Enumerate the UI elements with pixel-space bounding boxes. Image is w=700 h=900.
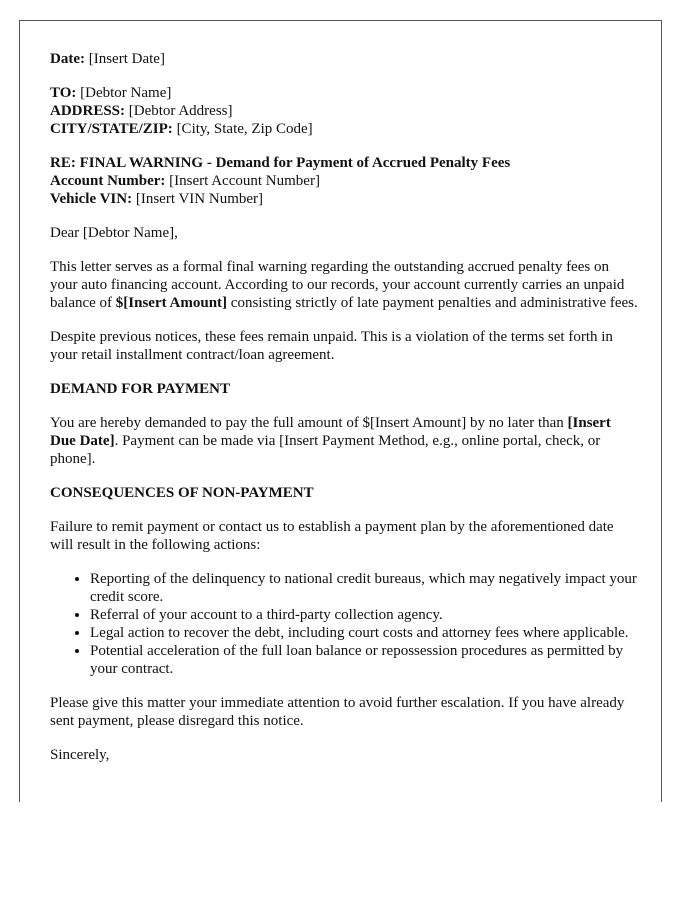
city-state-zip-value: [City, State, Zip Code] xyxy=(176,121,313,137)
consequences-intro: Failure to remit payment or contact us to establish a payment plan by the aforementioned date will result in the following actions: xyxy=(50,519,614,553)
account-number-line xyxy=(50,172,640,190)
to-line xyxy=(50,84,640,102)
letter-page xyxy=(19,20,662,802)
list-item: • Reporting of the delinquency to national credit bureaus, which may negatively impact your credit score. xyxy=(90,570,640,606)
demand-paragraph xyxy=(50,414,640,468)
intro-paragraph xyxy=(50,258,640,312)
to-label: TO: xyxy=(50,85,77,101)
vehicle-vin-value: [Insert VIN Number] xyxy=(135,191,264,207)
to-value: [Debtor Name] xyxy=(80,85,172,101)
city-state-zip-line xyxy=(50,120,640,138)
unpaid-amount: $[Insert Amount] xyxy=(115,295,228,311)
date-line xyxy=(50,50,640,68)
signoff: Sincerely, xyxy=(50,747,110,763)
city-state-zip-label: CITY/STATE/ZIP: xyxy=(50,121,173,137)
intro-text-end: consisting strictly of late payment penalties and administrative fees. xyxy=(227,295,638,311)
list-item: • Legal action to recover the debt, including court costs and attorney fees where applicable. xyxy=(90,624,640,642)
demand-text-start: You are hereby demanded to pay the full amount of $[Insert Amount] by no later than xyxy=(50,415,568,431)
account-number-value: [Insert Account Number] xyxy=(169,173,320,189)
recipient-block xyxy=(50,84,640,138)
demand-heading: DEMAND FOR PAYMENT xyxy=(50,381,230,397)
list-item: • Potential acceleration of the full loan balance or repossession procedures as permitted by your contract. xyxy=(90,642,640,678)
consequences-heading: CONSEQUENCES OF NON-PAYMENT xyxy=(50,485,314,501)
reference-block xyxy=(50,154,640,208)
subject-text: RE: FINAL WARNING - Demand for Payment of Accrued Penalty Fees xyxy=(50,155,511,171)
intro-text-start: This letter serves as a formal final warning regarding the outstanding accrued penalty fees on your auto financing account. According to our records, your account currently carries an unpaid balance of xyxy=(50,259,625,311)
subject-line xyxy=(50,154,640,172)
due-date: [Insert Due Date] xyxy=(50,415,611,449)
demand-text-end: . Payment can be made via [Insert Payment Method, e.g., online portal, check, or phone]. xyxy=(50,433,601,467)
salutation: Dear [Debtor Name], xyxy=(50,225,178,241)
notice-paragraph: Despite previous notices, these fees remain unpaid. This is a violation of the terms set forth in your retail installment contract/loan agreement. xyxy=(50,329,613,363)
letter-body xyxy=(50,50,640,764)
address-value: [Debtor Address] xyxy=(128,103,233,119)
closing-paragraph: Please give this matter your immediate attention to avoid further escalation. If you have already sent payment, please disregard this notice. xyxy=(50,695,625,729)
date-label: Date: xyxy=(50,51,85,67)
vehicle-vin-line xyxy=(50,190,640,208)
vehicle-vin-label: Vehicle VIN: xyxy=(50,191,133,207)
list-item: • Referral of your account to a third-party collection agency. xyxy=(90,606,640,624)
date-value: [Insert Date] xyxy=(88,51,165,67)
account-number-label: Account Number: xyxy=(50,173,166,189)
address-label: ADDRESS: xyxy=(50,103,126,119)
address-line xyxy=(50,102,640,120)
consequences-list xyxy=(50,570,640,678)
